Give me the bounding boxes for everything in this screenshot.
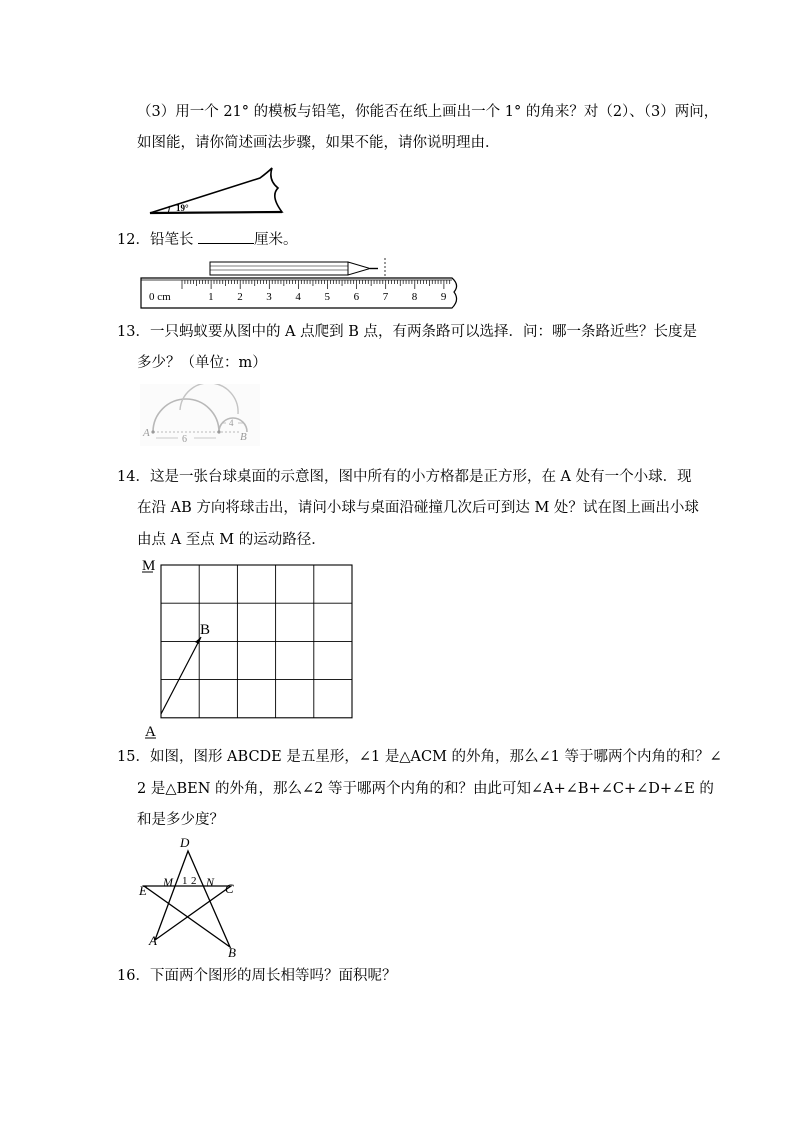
q14-line3: 由点 A 至点 M 的运动路径．	[137, 532, 326, 548]
q11-part3-line1: （3）用一个 21° 的模板与铅笔，你能否在纸上画出一个 1° 的角来？对（2）、（3）两问，	[137, 104, 719, 120]
q15-line2: 2 是△BEN 的外角，那么∠2 等于哪两个内角的和？由此可知∠A+∠B+∠C+∠D+∠E 的	[137, 781, 714, 797]
billiard-label-b: B	[200, 622, 211, 638]
star-label-a: A	[149, 933, 157, 948]
arrow-head	[195, 637, 201, 644]
ant-label-a: A	[143, 427, 150, 439]
q13-line1	[117, 322, 697, 342]
q12-text-after: 厘米。	[254, 232, 298, 248]
template-angle-label: 19°	[176, 203, 189, 213]
ruler-tick-label: 8	[411, 291, 418, 303]
star-label-n: N	[206, 875, 215, 889]
q14-line1	[117, 467, 692, 487]
ruler-tick-label: 7	[382, 291, 389, 303]
q12-line	[117, 229, 298, 250]
billiard-label-a: A	[145, 724, 156, 740]
pencil-ruler-figure	[138, 256, 468, 314]
star-label-b: B	[228, 945, 236, 960]
q16-line	[117, 966, 396, 986]
q15-line3: 和是多少度？	[137, 812, 224, 828]
star-label-1: 1	[182, 875, 188, 887]
q15-text-line1: 如图，图形 ABCDE 是五星形，∠1 是△ACM 的外角，那么∠1 等于哪两个内角的和？∠	[149, 749, 722, 765]
ruler-tick-label: 9	[440, 291, 447, 303]
angle-template-figure	[140, 160, 300, 220]
star-label-c: C	[225, 881, 234, 896]
billiard-label-m: M	[142, 558, 156, 574]
star-label-m: M	[163, 875, 173, 889]
ruler-tick-label: 3	[266, 291, 272, 303]
q16-number: 16．	[117, 968, 150, 984]
star-label-2: 2	[191, 875, 197, 887]
ab-direction-line	[161, 637, 201, 714]
ruler-unit-label: 0 cm	[149, 291, 171, 303]
q12-number: 12．	[117, 232, 150, 248]
ruler-tick-label: 4	[295, 291, 301, 303]
q11-part3-line2: 如图能，请你简述画法步骤，如果不能，请你说明理由．	[137, 135, 500, 151]
ant-dim-6: 6	[182, 434, 187, 445]
ruler-tick-label: 5	[324, 291, 330, 303]
billiard-grid	[161, 565, 352, 718]
billiard-table-figure	[138, 552, 358, 742]
q14-number: 14．	[117, 469, 150, 485]
ant-label-b: B	[240, 431, 247, 443]
star-label-d: D	[180, 835, 190, 850]
star-label-e: E	[139, 883, 147, 898]
q15-number: 15．	[117, 749, 150, 765]
ant-dim-4: 4	[229, 418, 234, 428]
ruler-tick-label: 2	[237, 291, 243, 303]
ant-path-figure	[140, 384, 260, 446]
q14-text-line1: 这是一张台球桌面的示意图，图中所有的小方格都是正方形，在 A 处有一个小球．现	[149, 469, 692, 485]
q15-line1	[117, 747, 722, 767]
q13-number: 13．	[117, 324, 150, 340]
q13-text-line1: 一只蚂蚁要从图中的 A 点爬到 B 点，有两条路可以选择．问：哪一条路近些？长度是	[149, 324, 698, 340]
q12-answer-blank[interactable]	[198, 229, 254, 244]
q12-text-before: 铅笔长	[149, 232, 194, 248]
ruler-tick-label: 6	[353, 291, 360, 303]
q14-line2: 在沿 AB 方向将球击出，请问小球与桌面沿碰撞几次后可到达 M 处？试在图上画出小球	[137, 500, 699, 516]
q16-text: 下面两个图形的周长相等吗？面积呢？	[149, 968, 397, 984]
q13-line2: 多少？（单位：m）	[137, 355, 267, 371]
pentagram-figure	[135, 833, 255, 961]
ruler-tick-label: 1	[208, 291, 214, 303]
